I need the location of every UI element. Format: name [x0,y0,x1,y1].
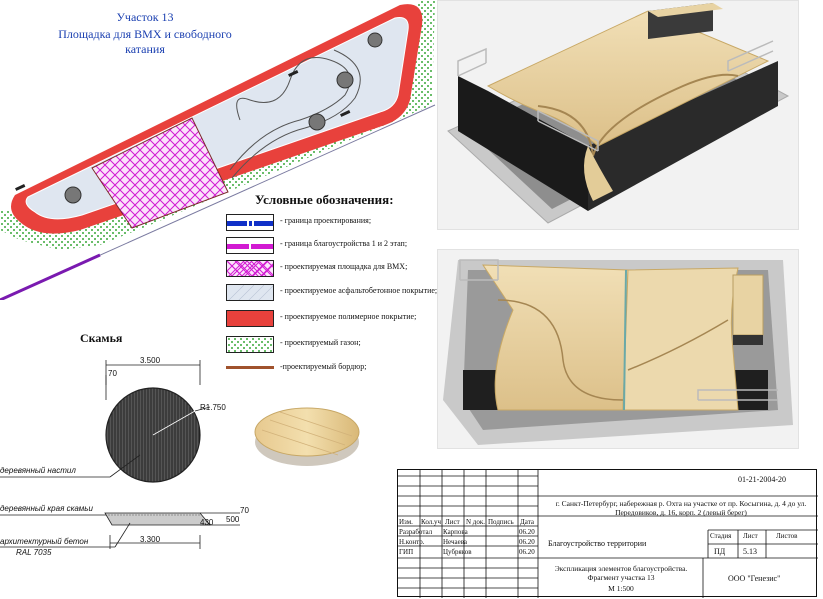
sheet-label: Лист [743,532,758,540]
legend-item-bmx [226,260,466,280]
legend-item-stage-boundary [226,237,466,257]
legend-title: Условные обозначения: [255,192,394,207]
legend-item-polymer [226,310,466,330]
col-header-izm: Изм. [399,518,413,526]
bench-dim-radius: R1.750 [200,403,226,412]
site-address: г. Санкт-Петербург, набережная р. Охта на участке от пр. Косыгина, д. 4 до ул. Передовиков, д. 16, корп. 2 (левый берег) [555,499,807,517]
legend-label: - проектируемое асфальтобетонное покрытие; [280,286,438,295]
doc-code: 01-21-2004-20 [738,475,786,484]
bench-dim-width: 3.500 [140,356,161,365]
bench-dim-70b: 70 [240,506,249,515]
legend-label: - проектируемая площадка для BMX; [280,262,408,271]
stage-value: ПД [714,547,726,556]
legend-label: - граница благоустройства 1 и 2 этап; [280,239,408,248]
legend-label: - проектируемое полимерное покрытие; [280,312,417,321]
legend-swatch [226,237,274,254]
bench-render [250,400,365,470]
col-header-kol: Кол.уч [421,518,441,526]
signer-role: Н.контр. [399,538,425,546]
sheets-label: Листов [776,532,798,540]
bench-dim-500: 500 [226,515,240,524]
callout-wood-deck: деревянный настил [0,466,76,475]
legend-item-lawn [226,336,466,356]
legend-item-curb [226,360,466,380]
bench-dim-bottom: 3.300 [140,535,161,544]
legend-item-project-boundary [226,214,466,234]
col-header-list: Лист [445,518,460,526]
title-block [397,469,817,597]
plan-subtitle: Площадка для BMX и свободного катания [58,27,232,56]
plan-title: Участок 13 [116,10,174,24]
drawing-title: Экспликация элементов благоустройства. Фрагмент участка 13 [554,564,688,582]
boundary-line-purple [0,255,100,300]
stage-label: Стадия [710,532,732,540]
legend-swatch [226,310,274,327]
signer-date: 06.20 [519,528,535,536]
drawing-scale: М 1:500 [608,584,634,593]
signer-name: Нечаева [443,538,468,546]
signer-date: 06.20 [519,538,535,546]
signer-date: 06.20 [519,548,535,556]
bench-title: Скамья [80,331,123,345]
company-name: ООО "Генезис" [728,574,781,583]
signer-name: Карпова [443,528,468,536]
legend-swatch [226,284,274,301]
bench-dim-offset: 70 [108,369,117,378]
skatepark-render-1 [437,0,799,230]
legend-swatch [226,214,274,231]
legend-swatch [226,260,274,277]
legend-label: -проектируемый бордюр; [280,362,367,371]
legend-label: - граница проектирования; [280,216,372,225]
project-name: Благоустройство территории [548,539,647,548]
col-header-date: Дата [520,518,534,526]
signer-name: Цубряков [443,548,472,556]
legend-item-asphalt [226,284,466,304]
callout-wood-edge: деревянный края скамьи [0,504,93,513]
col-header-ndok: N док. [466,518,486,526]
callout-ral: RAL 7035 [16,548,52,557]
signer-role: ГИП [399,548,414,556]
col-header-sign: Подпись [488,518,514,526]
bench-dim-430: 430 [200,518,214,527]
callout-concrete: архитектурный бетон [0,537,89,546]
skatepark-render-2 [437,249,799,449]
sheet-value: 5.13 [743,547,757,556]
signer-role: Разработал [399,528,433,536]
legend-label: - проектируемый газон; [280,338,361,347]
